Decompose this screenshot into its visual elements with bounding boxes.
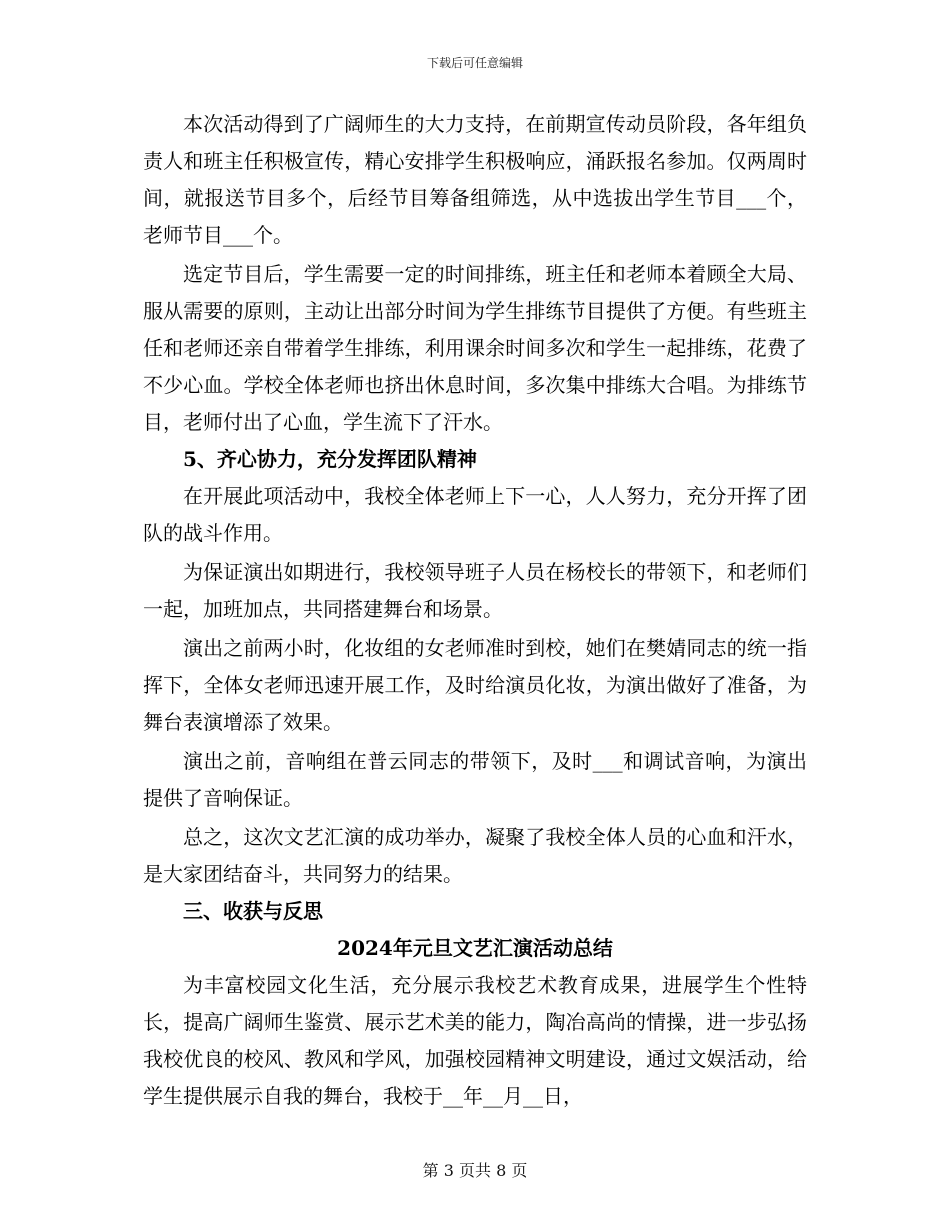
document-body (143, 106, 807, 1115)
paragraph-3: 在开展此项活动中，我校全体老师上下一心，人人努力，充分开挥了团队的战斗作用。 (143, 484, 807, 545)
section-heading-3: 三、收获与反思 (183, 899, 323, 923)
document-title: 2024年元旦文艺汇演活动总结 (337, 936, 613, 960)
section-heading-5: 5、齐心协力，充分发挥团队精神 (183, 447, 477, 471)
paragraph-2: 选定节目后，学生需要一定的时间排练，班主任和老师本着顾全大局、服从需要的原则，主动让出部分时间为学生排练节目提供了方便。有些班主任和老师还亲自带着学生排练，利用课余时间多次和学生一起排练，花费了不少心血。学校全体老师也挤出休息时间，多次集中排练大合唱。为排练节目，老师付出了心血，学生流下了汗水。 (143, 262, 807, 434)
paragraph-7: 总之，这次文艺汇演的成功举办，凝聚了我校全体人员的心血和汗水，是大家团结奋斗，共同努力的结果。 (143, 825, 807, 886)
paragraph-6: 演出之前，音响组在普云同志的带领下，及时___和调试音响，为演出提供了音响保证。 (143, 749, 807, 810)
page-header: 下载后可任意编辑 (426, 56, 523, 70)
paragraph-1: 本次活动得到了广阔师生的大力支持，在前期宣传动员阶段，各年组负责人和班主任积极宣传，精心安排学生积极响应，涌跃报名参加。仅两周时间，就报送节目多个，后经节目筹备组筛选，从中选拔出学生节目___个，老师节目___个。 (143, 112, 807, 247)
paragraph-4: 为保证演出如期进行，我校领导班子人员在杨校长的带领下，和老师们一起，加班加点，共同搭建舞台和场景。 (143, 560, 807, 621)
paragraph-5: 演出之前两小时，化妆组的女老师准时到校，她们在樊婧同志的统一指挥下，全体女老师迅速开展工作，及时给演员化妆，为演出做好了准备，为舞台表演增添了效果。 (143, 636, 807, 734)
page-footer: 第 3 页共 8 页 (422, 1161, 528, 1180)
paragraph-8: 为丰富校园文化生活，充分展示我校艺术教育成果，进展学生个性特长，提高广阔师生鉴赏、展示艺术美的能力，陶冶高尚的情操，进一步弘扬我校优良的校风、教风和学风，加强校园精神文明建设，通过文娱活动，给学生提供展示自我的舞台，我校于__年__月__日， (143, 973, 807, 1108)
